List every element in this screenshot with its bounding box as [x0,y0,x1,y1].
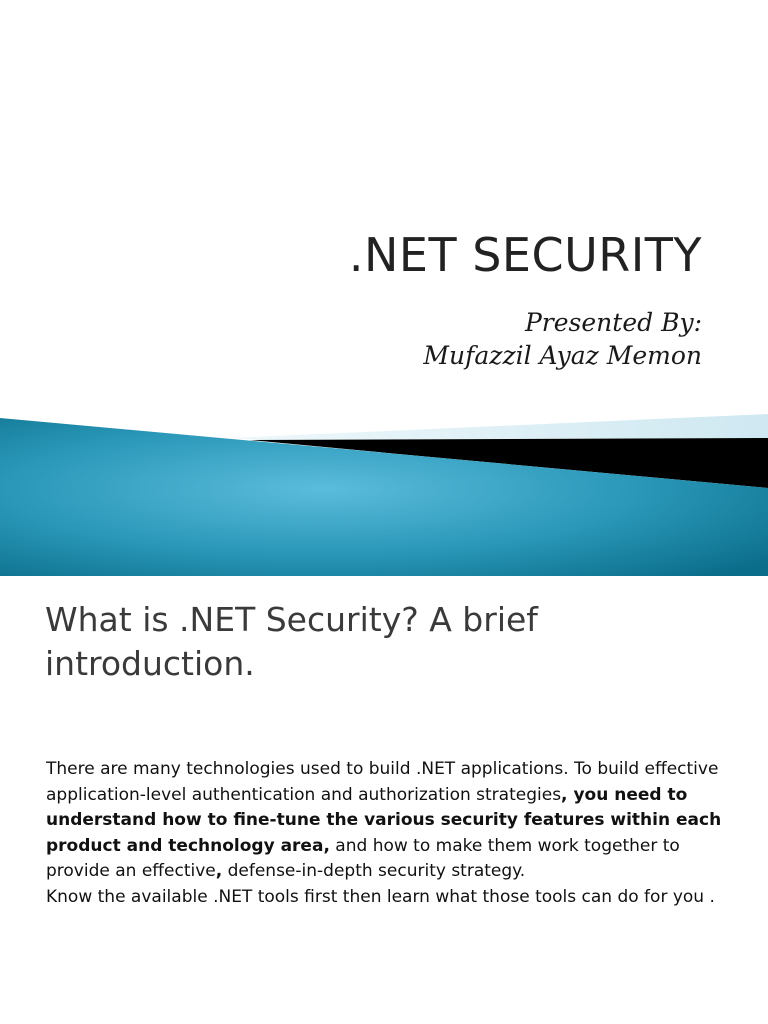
presenter-block [423,306,702,372]
presenter-label: Presented By: [524,308,702,337]
paragraph-1-text-b: and how to make them work together to provide an effective [46,835,680,881]
paragraph-1-bold-comma: , [323,835,330,856]
paragraph-1-text-c: defense-in-depth security strategy. [222,861,526,881]
paragraph-1-text-a: There are many technologies used to build .NET applications. To build effective application-level authentication and authorization strategies [46,759,719,805]
presenter-name: Mufazzil Ayaz Memon [423,341,702,370]
swoosh-pale-band [230,414,768,440]
content-slide [0,576,768,1024]
paragraph-1-comma-2: , [215,861,223,881]
slide-title: .NET SECURITY [348,228,702,282]
paragraph-1 [46,757,736,885]
paragraph-1-bold-text: you need to understand how to fine-tune the various security features within each product and technology area [46,784,722,856]
slide-body [46,757,736,910]
decorative-swoosh [0,404,768,576]
paragraph-1-comma: , [561,784,574,805]
slide-heading: What is .NET Security? A brief introduction. [45,600,538,683]
paragraph-2: Know the available .NET tools first then learn what those tools can do for you . [46,886,715,907]
